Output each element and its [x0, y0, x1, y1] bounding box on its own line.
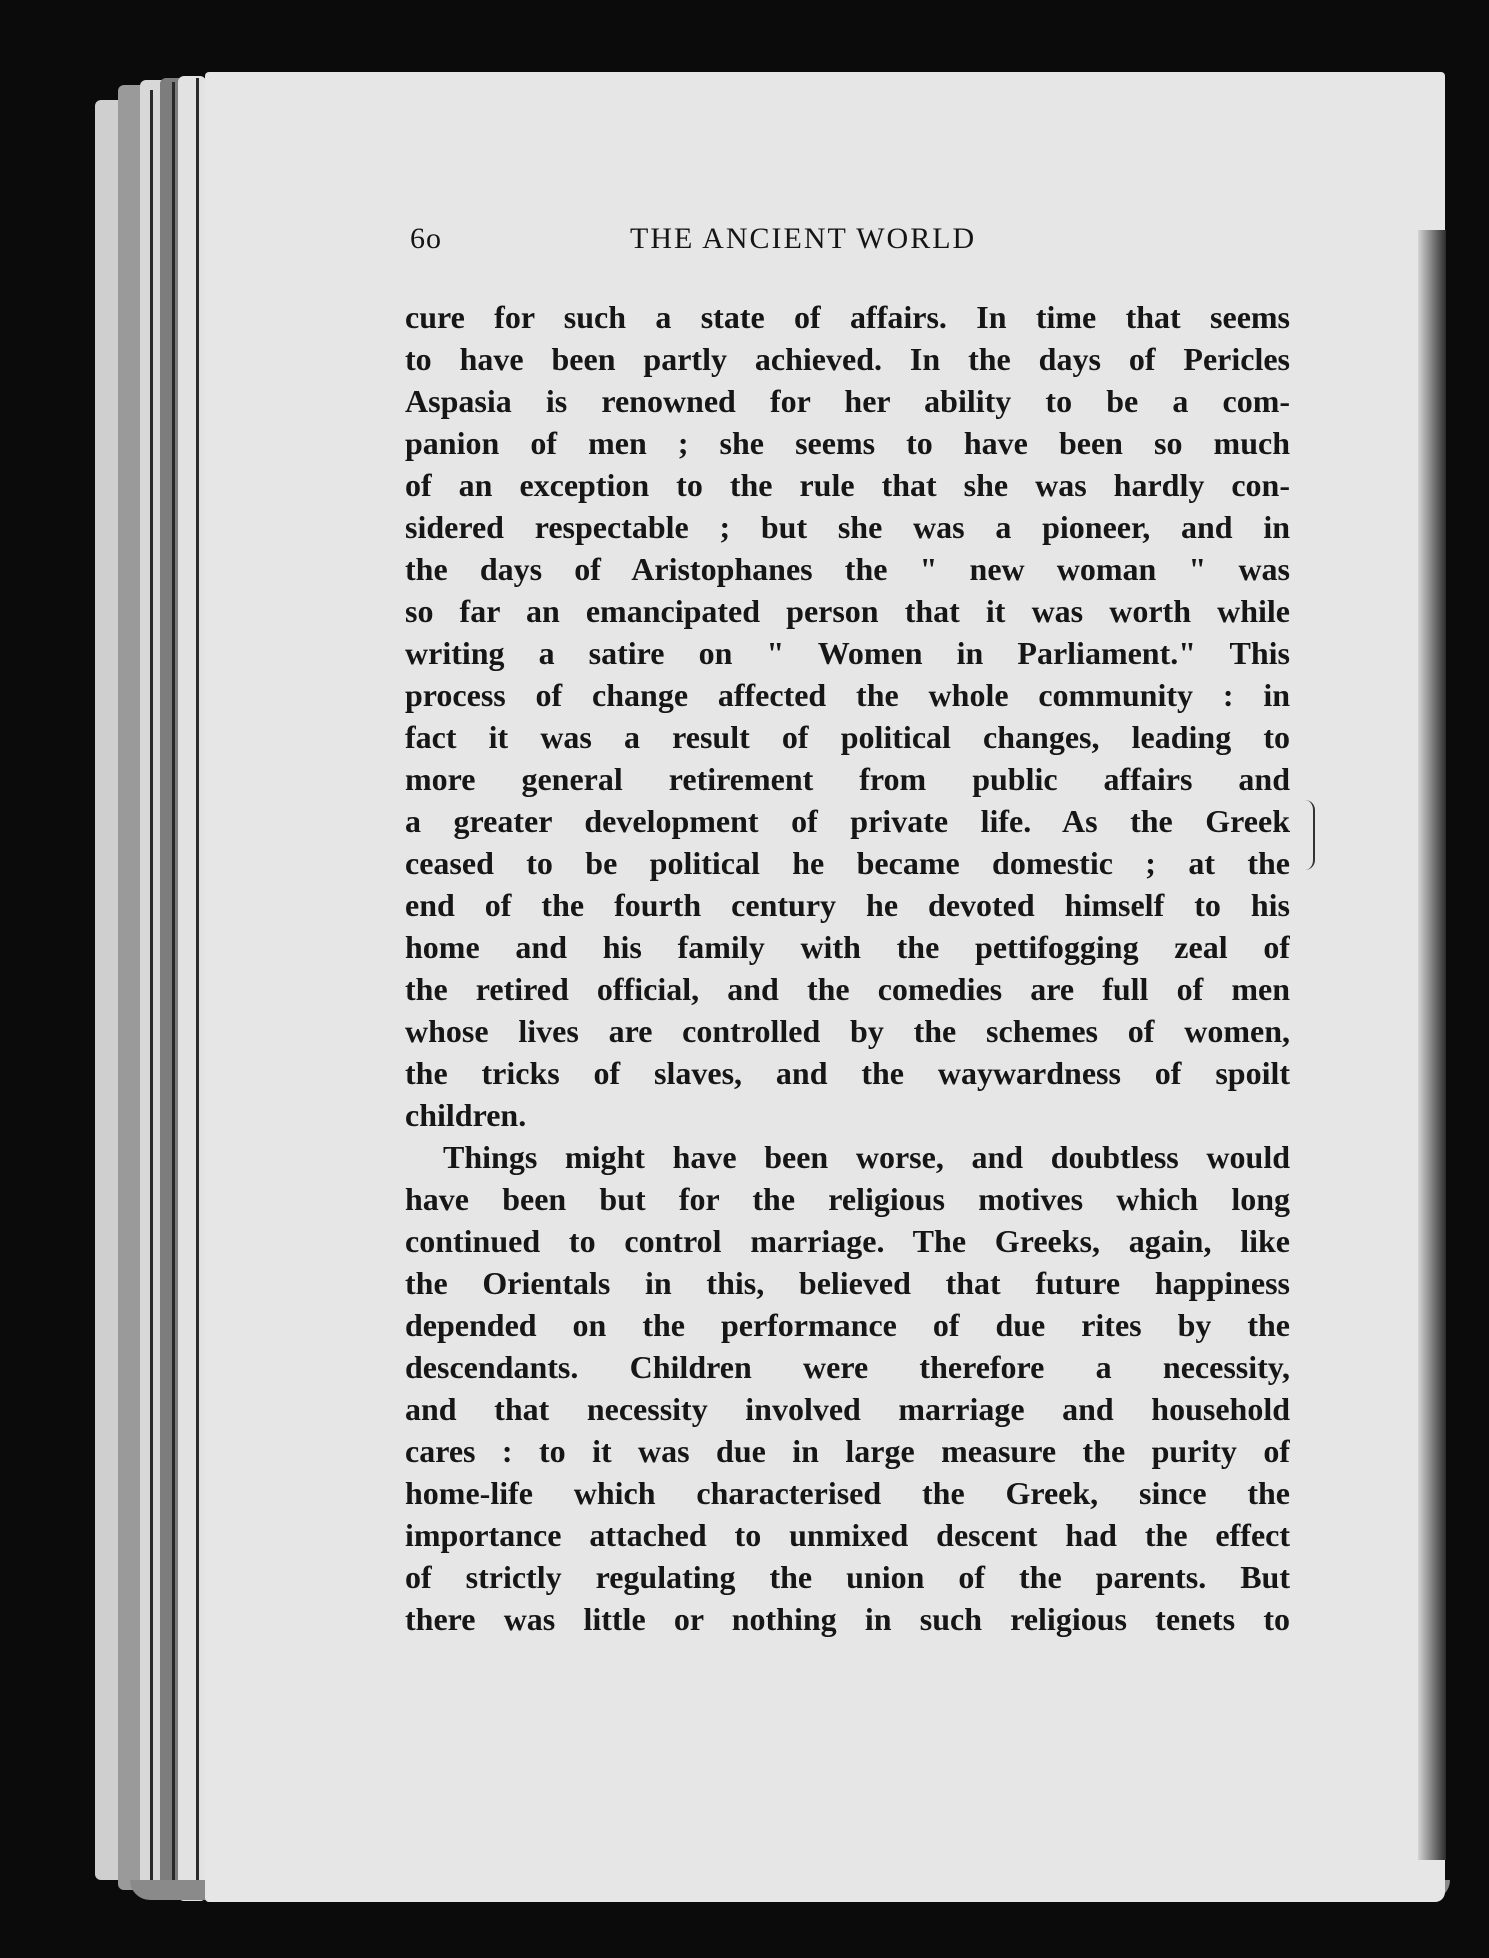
text-line: have been but for the religious motives which long	[405, 1181, 1290, 1217]
text-line: cure for such a state of affairs. In time that seems	[405, 299, 1290, 335]
text-line: there was little or nothing in such religious tenets to	[405, 1601, 1290, 1637]
text-line: of an exception to the rule that she was hardly con-	[405, 467, 1290, 503]
text-line: home and his family with the pettifogging zeal of	[405, 929, 1290, 965]
text-line: importance attached to unmixed descent had the effect	[405, 1517, 1290, 1553]
text-line: home-life which characterised the Greek, since the	[405, 1475, 1290, 1511]
page-edge-line	[150, 90, 153, 1880]
text-line: ceased to be political he became domestic ; at the	[405, 845, 1290, 881]
text-line: and that necessity involved marriage and household	[405, 1391, 1290, 1427]
text-line: a greater development of private life. As the Greek	[405, 803, 1290, 839]
text-line: the tricks of slaves, and the waywardness of spoilt	[405, 1055, 1290, 1091]
text-line: cares : to it was due in large measure the purity of	[405, 1433, 1290, 1469]
text-line: Things might have been worse, and doubtless would	[443, 1139, 1290, 1175]
text-line: descendants. Children were therefore a necessity,	[405, 1349, 1290, 1385]
margin-bracket-mark	[1299, 800, 1315, 870]
text-line: Aspasia is renowned for her ability to be a com-	[405, 383, 1290, 419]
text-line: the retired official, and the comedies are full of men	[405, 971, 1290, 1007]
text-line: end of the fourth century he devoted himself to his	[405, 887, 1290, 923]
page-number: 6o	[410, 222, 442, 255]
text-line: continued to control marriage. The Greeks, again, like	[405, 1223, 1290, 1259]
text-line: children.	[405, 1097, 527, 1133]
page-edge-line	[172, 82, 175, 1887]
page-edge-line	[196, 78, 199, 1893]
book-title: THE ANCIENT WORLD	[630, 222, 977, 255]
text-line: the days of Aristophanes the " new woman " was	[405, 551, 1290, 587]
running-head	[410, 222, 1300, 266]
text-line: sidered respectable ; but she was a pioneer, and in	[405, 509, 1290, 545]
page-edge	[178, 76, 206, 1901]
text-line: process of change affected the whole community : in	[405, 677, 1290, 713]
text-line: the Orientals in this, believed that future happiness	[405, 1265, 1290, 1301]
text-line: to have been partly achieved. In the days of Pericles	[405, 341, 1290, 377]
body-text	[405, 296, 1290, 1640]
text-line: more general retirement from public affairs and	[405, 761, 1290, 797]
text-line: whose lives are controlled by the schemes of women,	[405, 1013, 1290, 1049]
gutter-shadow	[1418, 230, 1446, 1860]
text-line: of strictly regulating the union of the parents. But	[405, 1559, 1290, 1595]
text-line: writing a satire on " Women in Parliament." This	[405, 635, 1290, 671]
paragraph	[405, 296, 1290, 1136]
text-line: so far an emancipated person that it was worth while	[405, 593, 1290, 629]
text-line: fact it was a result of political changes, leading to	[405, 719, 1290, 755]
paragraph	[405, 1136, 1290, 1640]
text-line: depended on the performance of due rites by the	[405, 1307, 1290, 1343]
text-line: panion of men ; she seems to have been so much	[405, 425, 1290, 461]
